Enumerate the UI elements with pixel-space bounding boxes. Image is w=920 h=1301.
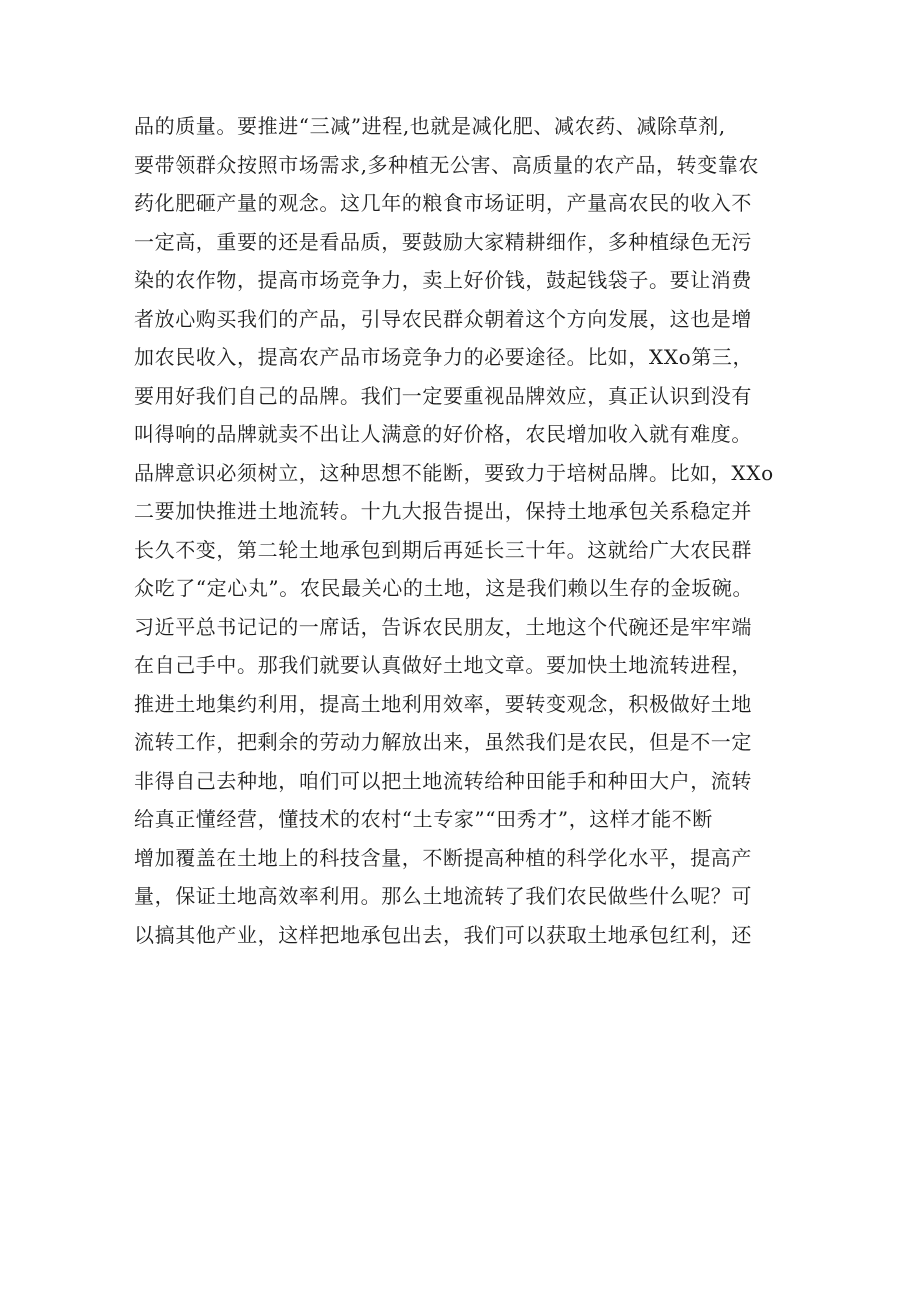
text-line: 在自己手中。那我们就要认真做好土地文章。要加快土地流转进程， bbox=[134, 653, 752, 677]
text-line: 要带领群众按照市场需求,多种植无公害、高质量的农产品，转变靠农 bbox=[134, 152, 759, 177]
text-line: 众吃了“定心丸”。农民最关心的土地，这是我们赖以生存的金坂碗。 bbox=[134, 576, 754, 600]
text-line: 非得自己去种地，咱们可以把土地流转给种田能手和种田大户，流转 bbox=[134, 768, 752, 793]
text-line: 一定高，重要的还是看品质，要鼓励大家精耕细作，多种植绿色无污 bbox=[134, 229, 752, 254]
text-line: 给真正懂经营，懂技术的农村“土专家”“田秀才”，这样才能不断 bbox=[134, 807, 713, 831]
text-line: 品牌意识必须树立，这种思想不能断，要致力于培树品牌。比如，XXo bbox=[134, 460, 774, 485]
text-line: 药化肥砸产量的观念。这几年的粮食市场证明，产量高农民的收入不 bbox=[134, 191, 752, 215]
text-line: 要用好我们自己的品牌。我们一定要重视品牌效应，真正认识到没有 bbox=[134, 383, 752, 408]
text-line: 增加覆盖在土地上的科技含量，不断提高种植的科学化水平，提高产 bbox=[134, 845, 752, 870]
text-line: 二要加快推进土地流转。十九大报告提出，保持土地承包关系稳定并 bbox=[134, 499, 752, 523]
body-text bbox=[134, 107, 824, 954]
text-line: 推进土地集约利用，提高土地利用效率，要转变观念，积极做好土地 bbox=[134, 691, 752, 716]
text-line: 习近平总书记记的一席话，告诉农民朋友，土地这个代碗还是牢牢端 bbox=[134, 614, 752, 639]
text-line: 以搞其他产业，这样把地承包出去，我们可以获取土地承包红利，还 bbox=[134, 922, 752, 947]
text-line: 染的农作物，提高市场竞争力，卖上好价钱，鼓起钱袋子。要让消费 bbox=[134, 268, 752, 292]
text-line: 长久不变，第二轮土地承包到期后再延长三十年。这就给广大农民群 bbox=[134, 537, 752, 562]
text-line: 流转工作，把剩余的劳动力解放出来，虽然我们是农民，但是不一定 bbox=[134, 730, 752, 754]
text-line: 品的质量。要推进“三减”进程,也就是减化肥、减农药、减除草剂, bbox=[134, 114, 726, 138]
text-line: 量，保证土地高效率利用。那么土地流转了我们农民做些什么呢？可 bbox=[134, 884, 752, 908]
text-line: 叫得响的品牌就卖不出让人满意的好价格，农民增加收入就有难度。 bbox=[134, 422, 752, 446]
text-line: 加农民收入，提高农产品市场竞争力的必要途径。比如，XXo第三， bbox=[134, 345, 754, 369]
text-line: 者放心购买我们的产品，引导农民群众朝着这个方向发展，这也是增 bbox=[134, 306, 752, 331]
